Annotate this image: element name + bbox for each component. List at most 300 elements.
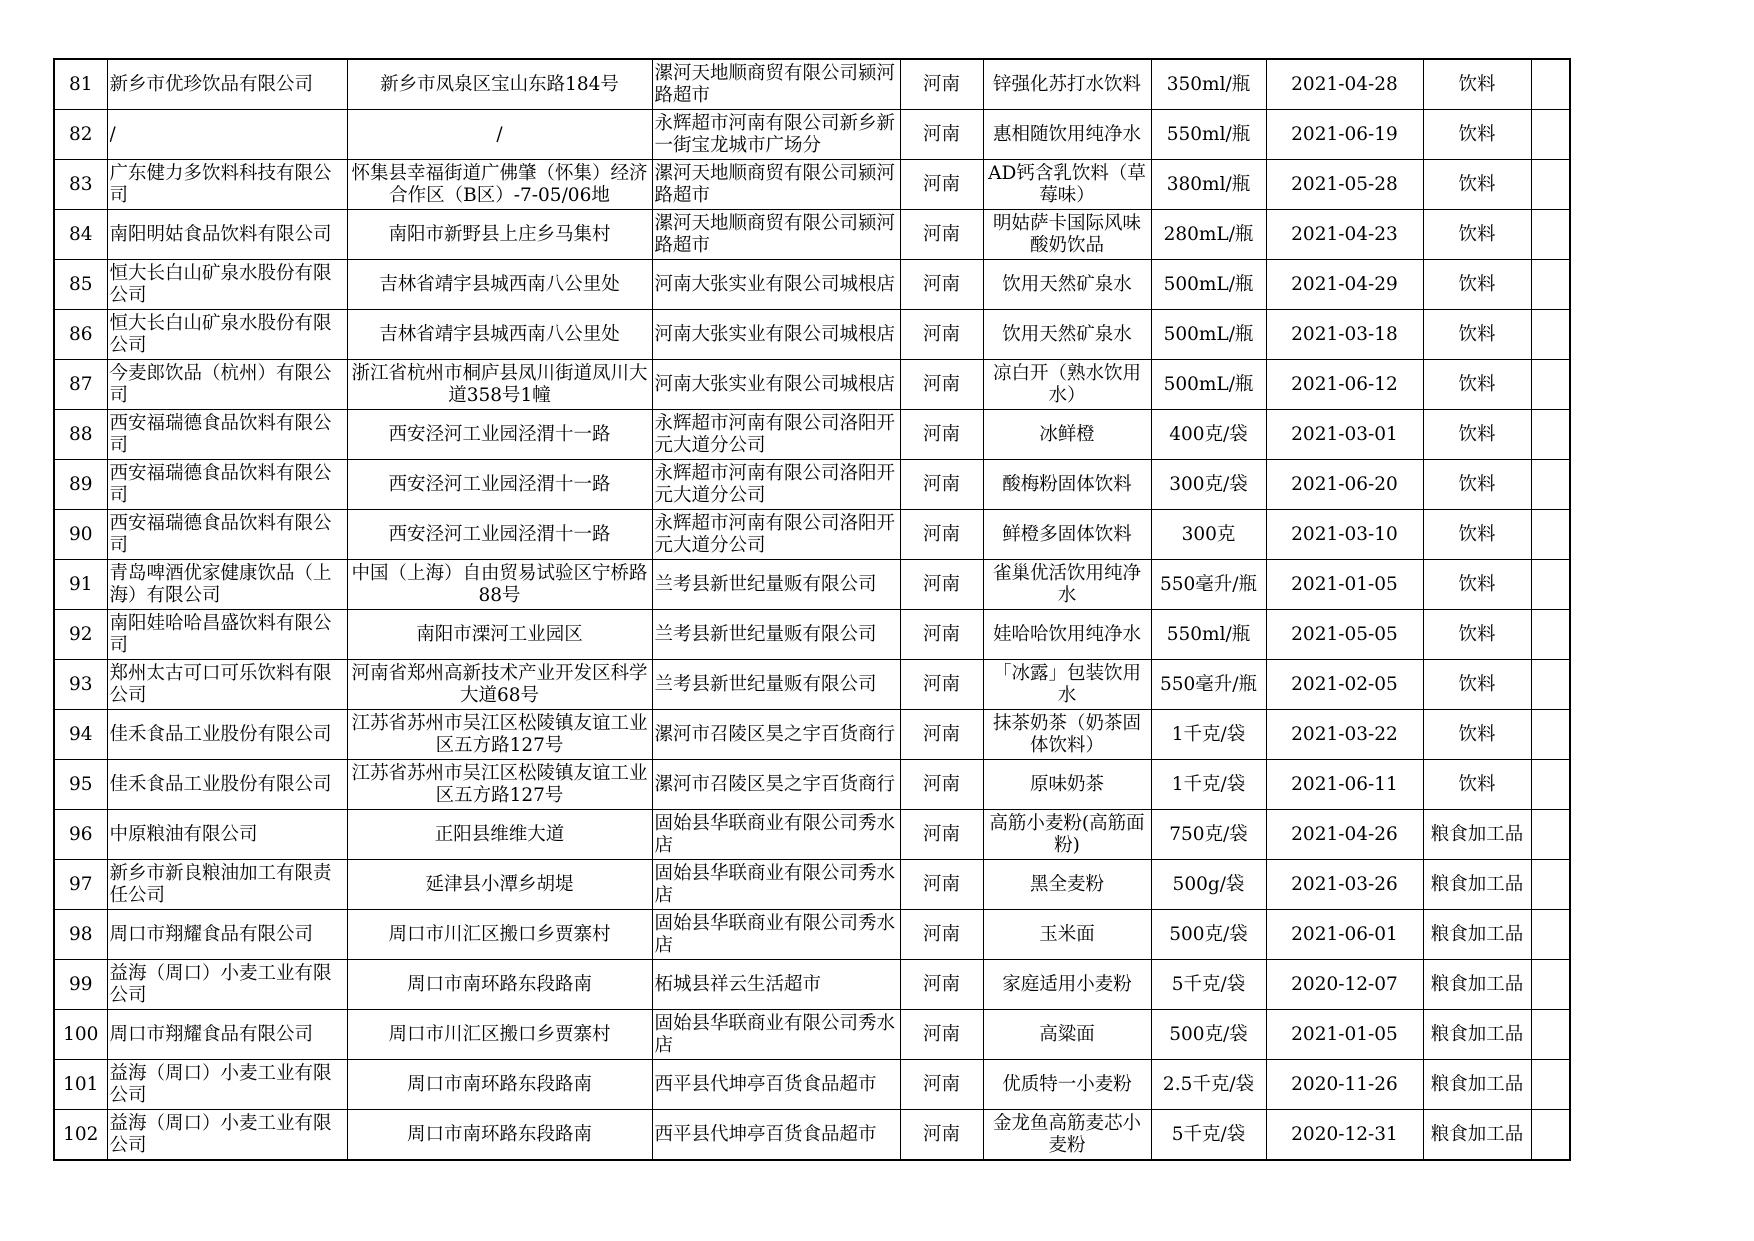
row-number-cell [54, 660, 107, 710]
spec-cell [1151, 660, 1266, 710]
producer-cell [107, 410, 347, 460]
date-text: 2021-01-05 [1291, 573, 1398, 595]
row-number-cell [54, 59, 107, 110]
row-number-text: 94 [68, 723, 93, 745]
seller-text: 兰考县新世纪量贩有限公司 [654, 623, 877, 645]
producer-text: 周口市翔耀食品有限公司 [109, 923, 314, 945]
row-number-cell [54, 560, 107, 610]
spec-cell [1151, 860, 1266, 910]
seller-cell [652, 560, 900, 610]
product-cell [983, 910, 1151, 960]
category-text: 饮料 [1458, 73, 1496, 95]
address-cell [347, 360, 652, 410]
seller-cell [652, 660, 900, 710]
province-text: 河南 [922, 773, 960, 795]
province-text: 河南 [922, 573, 960, 595]
seller-cell [652, 1010, 900, 1060]
row-number-text: 86 [68, 323, 93, 345]
category-cell [1423, 860, 1531, 910]
producer-cell [107, 810, 347, 860]
spec-text: 2.5千克/袋 [1162, 1073, 1255, 1095]
seller-text: 河南大张实业有限公司城根店 [654, 273, 896, 295]
date-cell [1266, 860, 1423, 910]
date-text: 2021-02-05 [1291, 673, 1398, 695]
address-cell [347, 410, 652, 460]
row-number-text: 91 [68, 573, 93, 595]
product-text: 冰鲜橙 [1039, 423, 1095, 445]
table-row [54, 660, 1570, 710]
producer-text: 益海（周口）小麦工业有限公司 [109, 1112, 332, 1156]
product-text: 鲜橙多固体饮料 [1002, 523, 1132, 545]
date-cell [1266, 410, 1423, 460]
address-cell [347, 910, 652, 960]
row-number-cell [54, 1110, 107, 1161]
producer-cell [107, 710, 347, 760]
extra-cell [1531, 110, 1570, 160]
extra-cell [1531, 210, 1570, 260]
date-text: 2020-11-26 [1291, 1073, 1398, 1095]
table-row [54, 160, 1570, 210]
address-cell [347, 1060, 652, 1110]
address-text: 江苏省苏州市吴江区松陵镇友谊工业区五方路127号 [351, 762, 648, 806]
table-row [54, 410, 1570, 460]
address-text: 南阳市新野县上庄乡马集村 [388, 223, 611, 245]
seller-cell [652, 1060, 900, 1110]
table-row [54, 260, 1570, 310]
address-cell [347, 860, 652, 910]
province-cell [900, 760, 983, 810]
producer-cell [107, 560, 347, 610]
category-cell [1423, 710, 1531, 760]
date-cell [1266, 560, 1423, 610]
spec-cell [1151, 360, 1266, 410]
address-text: 南阳市溧河工业园区 [416, 623, 583, 645]
date-text: 2021-04-28 [1291, 73, 1398, 95]
date-text: 2021-04-26 [1291, 823, 1398, 845]
province-cell [900, 710, 983, 760]
category-text: 饮料 [1458, 473, 1496, 495]
category-text: 饮料 [1458, 173, 1496, 195]
producer-text: 益海（周口）小麦工业有限公司 [109, 1062, 332, 1106]
date-text: 2021-03-10 [1291, 523, 1398, 545]
table-row [54, 210, 1570, 260]
category-cell [1423, 510, 1531, 560]
spec-cell [1151, 1060, 1266, 1110]
province-cell [900, 260, 983, 310]
table-row [54, 59, 1570, 110]
address-cell [347, 310, 652, 360]
category-cell [1423, 560, 1531, 610]
address-text: 西安泾河工业园泾渭十一路 [388, 473, 611, 495]
date-cell [1266, 59, 1423, 110]
category-text: 饮料 [1458, 773, 1496, 795]
product-cell [983, 810, 1151, 860]
address-cell [347, 1110, 652, 1161]
product-text: 锌强化苏打水饮料 [992, 73, 1141, 95]
seller-text: 固始县华联商业有限公司秀水店 [654, 1012, 896, 1056]
date-text: 2021-01-05 [1291, 1023, 1398, 1045]
spec-cell [1151, 410, 1266, 460]
seller-cell [652, 960, 900, 1010]
address-text: 正阳县维维大道 [434, 823, 565, 845]
province-text: 河南 [922, 123, 960, 145]
product-text: 抹茶奶茶（奶茶固体饮料） [992, 712, 1141, 756]
row-number-text: 101 [63, 1073, 99, 1095]
producer-text: 南阳明姑食品饮料有限公司 [109, 223, 332, 245]
seller-cell [652, 810, 900, 860]
table-row [54, 110, 1570, 160]
producer-text: 新乡市优珍饮品有限公司 [109, 73, 314, 95]
date-cell [1266, 1010, 1423, 1060]
province-text: 河南 [922, 623, 960, 645]
inspection-table [53, 58, 1571, 1161]
row-number-text: 87 [68, 373, 93, 395]
spec-text: 500mL/瓶 [1163, 273, 1254, 295]
address-text: 吉林省靖宇县城西南八公里处 [379, 273, 620, 295]
category-text: 饮料 [1458, 123, 1496, 145]
date-text: 2021-06-11 [1291, 773, 1398, 795]
date-cell [1266, 810, 1423, 860]
spec-text: 500mL/瓶 [1163, 373, 1254, 395]
table-row [54, 560, 1570, 610]
seller-text: 河南大张实业有限公司城根店 [654, 373, 896, 395]
product-cell [983, 610, 1151, 660]
row-number-cell [54, 860, 107, 910]
table-row [54, 360, 1570, 410]
producer-cell [107, 210, 347, 260]
product-cell [983, 860, 1151, 910]
category-text: 粮食加工品 [1430, 1023, 1524, 1045]
province-text: 河南 [922, 323, 960, 345]
producer-text: 西安福瑞德食品饮料有限公司 [109, 462, 332, 506]
producer-text: 恒大长白山矿泉水股份有限公司 [109, 262, 332, 306]
product-cell [983, 1010, 1151, 1060]
row-number-cell [54, 310, 107, 360]
address-cell [347, 260, 652, 310]
product-text: 家庭适用小麦粉 [1002, 973, 1132, 995]
category-cell [1423, 410, 1531, 460]
address-text: 河南省郑州高新技术产业开发区科学大道68号 [351, 662, 648, 706]
seller-text: 固始县华联商业有限公司秀水店 [654, 912, 896, 956]
seller-text: 兰考县新世纪量贩有限公司 [654, 573, 877, 595]
address-text: 延津县小潭乡胡堤 [425, 873, 574, 895]
spec-text: 1千克/袋 [1171, 773, 1246, 795]
seller-cell [652, 760, 900, 810]
product-cell [983, 360, 1151, 410]
date-cell [1266, 110, 1423, 160]
row-number-cell [54, 260, 107, 310]
spec-text: 550ml/瓶 [1166, 623, 1251, 645]
province-text: 河南 [922, 723, 960, 745]
seller-text: 西平县代坤亭百货食品超市 [654, 1123, 877, 1145]
seller-text: 漯河市召陵区昊之宇百货商行 [654, 723, 896, 745]
producer-text: 广东健力多饮料科技有限公司 [109, 162, 332, 206]
producer-cell [107, 1010, 347, 1060]
address-text: 新乡市凤泉区宝山东路184号 [380, 73, 619, 95]
row-number-text: 99 [68, 973, 93, 995]
date-text: 2021-03-18 [1291, 323, 1398, 345]
date-text: 2021-06-12 [1291, 373, 1398, 395]
spec-cell [1151, 110, 1266, 160]
table-row [54, 910, 1570, 960]
address-cell [347, 810, 652, 860]
row-number-cell [54, 510, 107, 560]
product-cell [983, 560, 1151, 610]
date-text: 2021-03-01 [1291, 423, 1398, 445]
spec-text: 500mL/瓶 [1163, 323, 1254, 345]
extra-cell [1531, 1060, 1570, 1110]
producer-text: 中原粮油有限公司 [109, 823, 258, 845]
spec-text: 550毫升/瓶 [1159, 573, 1258, 595]
date-cell [1266, 660, 1423, 710]
spec-text: 500克/袋 [1169, 923, 1248, 945]
row-number-text: 89 [68, 473, 93, 495]
category-text: 饮料 [1458, 323, 1496, 345]
category-cell [1423, 210, 1531, 260]
province-cell [900, 610, 983, 660]
table-row [54, 1060, 1570, 1110]
seller-text: 漯河天地顺商贸有限公司颍河路超市 [654, 62, 896, 106]
spec-cell [1151, 260, 1266, 310]
seller-cell [652, 110, 900, 160]
extra-cell [1531, 59, 1570, 110]
table-row [54, 710, 1570, 760]
seller-cell [652, 59, 900, 110]
producer-cell [107, 160, 347, 210]
row-number-text: 92 [68, 623, 93, 645]
address-text: 西安泾河工业园泾渭十一路 [388, 523, 611, 545]
extra-cell [1531, 910, 1570, 960]
province-cell [900, 1060, 983, 1110]
extra-cell [1531, 1010, 1570, 1060]
row-number-cell [54, 760, 107, 810]
product-cell [983, 59, 1151, 110]
province-text: 河南 [922, 173, 960, 195]
province-text: 河南 [922, 673, 960, 695]
category-cell [1423, 610, 1531, 660]
row-number-text: 81 [68, 73, 93, 95]
province-text: 河南 [922, 973, 960, 995]
seller-text: 固始县华联商业有限公司秀水店 [654, 862, 896, 906]
row-number-text: 88 [68, 423, 93, 445]
extra-cell [1531, 660, 1570, 710]
producer-cell [107, 360, 347, 410]
address-cell [347, 960, 652, 1010]
row-number-cell [54, 460, 107, 510]
spec-cell [1151, 960, 1266, 1010]
row-number-text: 102 [63, 1123, 99, 1145]
table-row [54, 510, 1570, 560]
province-cell [900, 410, 983, 460]
product-text: 明姑萨卡国际风味酸奶饮品 [992, 212, 1141, 256]
address-text: 周口市南环路东段路南 [406, 1073, 592, 1095]
product-cell [983, 960, 1151, 1010]
province-text: 河南 [922, 423, 960, 445]
seller-cell [652, 860, 900, 910]
date-cell [1266, 160, 1423, 210]
address-text: 周口市川汇区搬口乡贾寨村 [388, 1023, 611, 1045]
category-text: 饮料 [1458, 373, 1496, 395]
seller-text: 柘城县祥云生活超市 [654, 973, 822, 995]
seller-cell [652, 1110, 900, 1161]
address-cell [347, 59, 652, 110]
spec-text: 350ml/瓶 [1166, 73, 1251, 95]
category-cell [1423, 59, 1531, 110]
province-cell [900, 160, 983, 210]
date-cell [1266, 960, 1423, 1010]
producer-text: 新乡市新良粮油加工有限责任公司 [109, 862, 332, 906]
spec-cell [1151, 810, 1266, 860]
province-cell [900, 560, 983, 610]
seller-text: 固始县华联商业有限公司秀水店 [654, 812, 896, 856]
category-cell [1423, 660, 1531, 710]
date-text: 2021-06-19 [1291, 123, 1398, 145]
extra-cell [1531, 810, 1570, 860]
date-text: 2020-12-31 [1291, 1123, 1398, 1145]
seller-cell [652, 910, 900, 960]
seller-cell [652, 460, 900, 510]
producer-cell [107, 1110, 347, 1161]
province-cell [900, 860, 983, 910]
table-row [54, 760, 1570, 810]
producer-text: 恒大长白山矿泉水股份有限公司 [109, 312, 332, 356]
province-text: 河南 [922, 923, 960, 945]
category-cell [1423, 910, 1531, 960]
producer-cell [107, 110, 347, 160]
category-cell [1423, 810, 1531, 860]
extra-cell [1531, 360, 1570, 410]
address-text: 怀集县幸福街道广佛肇（怀集）经济合作区（B区）-7-05/06地 [351, 162, 648, 206]
spec-text: 550毫升/瓶 [1159, 673, 1258, 695]
category-text: 饮料 [1458, 223, 1496, 245]
date-cell [1266, 710, 1423, 760]
date-cell [1266, 460, 1423, 510]
producer-cell [107, 610, 347, 660]
producer-text: 青岛啤酒优家健康饮品（上海）有限公司 [109, 562, 332, 606]
seller-text: 永辉超市河南有限公司洛阳开元大道分公司 [654, 412, 896, 456]
seller-cell [652, 210, 900, 260]
address-cell [347, 660, 652, 710]
product-cell [983, 660, 1151, 710]
date-text: 2021-04-29 [1291, 273, 1398, 295]
seller-cell [652, 510, 900, 560]
row-number-text: 93 [68, 673, 93, 695]
product-cell [983, 260, 1151, 310]
extra-cell [1531, 160, 1570, 210]
spec-cell [1151, 610, 1266, 660]
address-text: 周口市南环路东段路南 [406, 973, 592, 995]
seller-text: 漯河天地顺商贸有限公司颍河路超市 [654, 212, 896, 256]
extra-cell [1531, 260, 1570, 310]
product-cell [983, 410, 1151, 460]
row-number-cell [54, 1060, 107, 1110]
category-cell [1423, 310, 1531, 360]
date-cell [1266, 210, 1423, 260]
product-text: 高粱面 [1039, 1023, 1095, 1045]
category-text: 饮料 [1458, 423, 1496, 445]
product-cell [983, 310, 1151, 360]
product-text: 凉白开（熟水饮用水） [992, 362, 1141, 406]
table-row [54, 310, 1570, 360]
product-text: 优质特一小麦粉 [1002, 1073, 1132, 1095]
extra-cell [1531, 960, 1570, 1010]
producer-cell [107, 660, 347, 710]
producer-text: / [109, 123, 116, 145]
product-text: 「冰露」包装饮用水 [992, 662, 1141, 706]
row-number-text: 82 [68, 123, 93, 145]
date-cell [1266, 610, 1423, 660]
category-cell [1423, 1110, 1531, 1161]
category-text: 饮料 [1458, 723, 1496, 745]
row-number-cell [54, 610, 107, 660]
date-text: 2021-06-01 [1291, 923, 1398, 945]
category-cell [1423, 760, 1531, 810]
table-row [54, 1110, 1570, 1161]
spec-cell [1151, 310, 1266, 360]
spec-cell [1151, 560, 1266, 610]
category-cell [1423, 1010, 1531, 1060]
date-cell [1266, 1060, 1423, 1110]
producer-cell [107, 960, 347, 1010]
seller-text: 兰考县新世纪量贩有限公司 [654, 673, 877, 695]
category-text: 粮食加工品 [1430, 873, 1524, 895]
row-number-cell [54, 360, 107, 410]
spec-cell [1151, 710, 1266, 760]
seller-cell [652, 360, 900, 410]
date-cell [1266, 1110, 1423, 1161]
producer-cell [107, 460, 347, 510]
seller-cell [652, 610, 900, 660]
date-text: 2021-05-05 [1291, 623, 1398, 645]
province-text: 河南 [922, 1073, 960, 1095]
extra-cell [1531, 460, 1570, 510]
extra-cell [1531, 1110, 1570, 1161]
extra-cell [1531, 310, 1570, 360]
address-text: 江苏省苏州市吴江区松陵镇友谊工业区五方路127号 [351, 712, 648, 756]
date-text: 2021-04-23 [1291, 223, 1398, 245]
province-cell [900, 310, 983, 360]
address-cell [347, 460, 652, 510]
address-text: 浙江省杭州市桐庐县凤川街道凤川大道358号1幢 [351, 362, 648, 406]
province-text: 河南 [922, 1023, 960, 1045]
category-cell [1423, 110, 1531, 160]
address-text: / [496, 123, 503, 145]
extra-cell [1531, 560, 1570, 610]
address-cell [347, 1010, 652, 1060]
spec-cell [1151, 59, 1266, 110]
row-number-text: 98 [68, 923, 93, 945]
producer-text: 今麦郎饮品（杭州）有限公司 [109, 362, 332, 406]
product-text: 饮用天然矿泉水 [1002, 273, 1132, 295]
extra-cell [1531, 860, 1570, 910]
table-row [54, 810, 1570, 860]
extra-cell [1531, 610, 1570, 660]
province-text: 河南 [922, 273, 960, 295]
spec-cell [1151, 460, 1266, 510]
producer-text: 佳禾食品工业股份有限公司 [109, 723, 332, 745]
category-cell [1423, 1060, 1531, 1110]
date-cell [1266, 760, 1423, 810]
category-text: 粮食加工品 [1430, 923, 1524, 945]
address-text: 吉林省靖宇县城西南八公里处 [379, 323, 620, 345]
date-cell [1266, 260, 1423, 310]
spec-cell [1151, 910, 1266, 960]
product-cell [983, 110, 1151, 160]
spec-text: 500g/袋 [1172, 873, 1245, 895]
seller-cell [652, 310, 900, 360]
province-text: 河南 [922, 523, 960, 545]
spec-cell [1151, 210, 1266, 260]
